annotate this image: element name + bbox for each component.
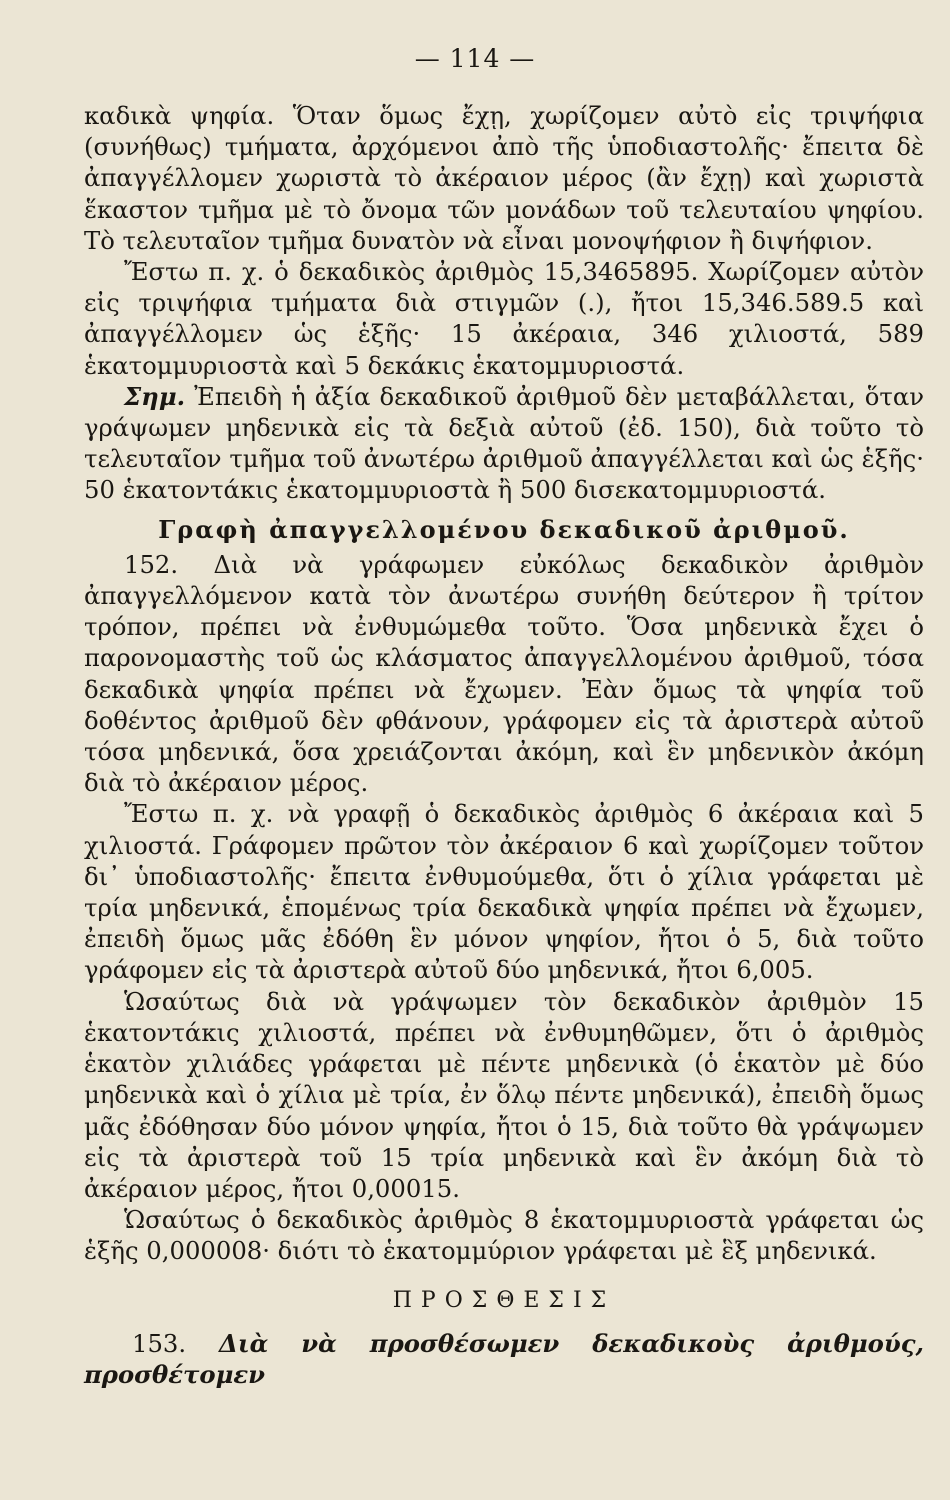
page-number: — 114 — (414, 44, 536, 73)
item-153 (84, 1328, 924, 1390)
note-paragraph (84, 381, 924, 506)
paragraph: Ἔστω π. χ. νὰ γραφῇ ὁ δεκαδικὸς ἀριθμὸς 6 ἀκέραια καὶ 5 χιλιοστά. Γράφομεν πρῶτον τὸν ἀκέραιον 6 καὶ χωρίζομεν τοῦτον δι᾽ ὑποδιαστολῆς· ἔπειτα ἐνθυμούμεθα, ὅτι ὁ χίλια γράφεται μὲ τρία μηδενικά, ἑπομένως τρία δεκαδικὰ ψηφία πρέπει νὰ ἔχωμεν, ἐπειδὴ ὅμως μᾶς ἐδόθη ἓν μόνον ψηφίον, ἤτοι ὁ 5, διὰ τοῦτο γράφομεν εἰς τὰ ἀριστερὰ αὐτοῦ δύο μηδενικά, ἤτοι 6,005. (84, 799, 924, 985)
section-title-prosthesis: ΠΡΟΣΘΕΣΙΣ (392, 1287, 616, 1313)
paragraph: Ἔστω π. χ. ὁ δεκαδικὸς ἀριθμὸς 15,3465895. Χωρίζομεν αὐτὸν εἰς τριψήφια τμήματα διὰ στιγμῶν (.), ἤτοι 15,346.589.5 καὶ ἀπαγγέλλομεν ὡς ἑξῆς· 15 ἀκέραια, 346 χιλιοστά, 589 ἑκατομμυριοστὰ καὶ 5 δεκάκις ἑκατομμυριοστά. (84, 257, 924, 380)
note-text: Ἐπειδὴ ἡ ἀξία δεκαδικοῦ ἀριθμοῦ δὲν μεταβάλλεται, ὅταν γράψωμεν μηδενικὰ εἰς τὰ δεξιὰ αὐτοῦ (ἐδ. 150), διὰ τοῦτο τὸ τελευταῖον τμῆμα τοῦ ἀνωτέρω ἀριθμοῦ ἀπαγγέλλεται καὶ ὡς ἑξῆς· 50 ἑκατοντάκις ἑκατομμυριοστὰ ἢ 500 δισεκατομμυριοστά. (84, 381, 924, 505)
paragraph: Ὡσαύτως διὰ νὰ γράψωμεν τὸν δεκαδικὸν ἀριθμὸν 15 ἑκατοντάκις χιλιοστά, πρέπει νὰ ἐνθυμηθῶμεν, ὅτι ὁ ἀριθμὸς ἑκατὸν χιλιάδες γράφεται μὲ πέντε μηδενικὰ (ὁ ἑκατὸν μὲ δύο μηδενικὰ καὶ ὁ χίλια μὲ τρία, ἐν ὅλῳ πέντε μηδενικά), ἐπειδὴ ὅμως μᾶς ἐδόθησαν δύο μόνον ψηφία, ἤτοι ὁ 15, διὰ τοῦτο θὰ γράψωμεν εἰς τὰ ἀριστερὰ τοῦ 15 τρία μηδενικὰ καὶ ἓν ἀκόμη διὰ τὸ ἀκέραιον μέρος, ἤτοι 0,00015. (84, 986, 924, 1203)
paragraph: καδικὰ ψηφία. Ὅταν ὅμως ἔχῃ, χωρίζομεν αὐτὸ εἰς τριψήφια (συνήθως) τμήματα, ἀρχόμενοι ἀπὸ τῆς ὑποδιαστολῆς· ἔπειτα δὲ ἀπαγγέλλομεν χωριστὰ τὸ ἀκέραιον μέρος (ἂν ἔχῃ) καὶ χωριστὰ ἕκαστον τμῆμα μὲ τὸ ὄνομα τῶν μονάδων τοῦ τελευταίου ψηφίου. Τὸ τελευταῖον τμῆμα δυνατὸν νὰ εἶναι μονοψήφιον ἢ διψήφιον. (84, 101, 924, 255)
section-heading: Γραφὴ ἀπαγγελλομένου δεκαδικοῦ ἀριθμοῦ. (158, 514, 850, 544)
item-153-number: 153. (132, 1328, 187, 1358)
note-label: Σημ. (124, 381, 186, 411)
item-153-text: Διὰ νὰ προσθέσωμεν δεκαδικοὺς ἀριθμούς, προσθέτομεν (84, 1328, 924, 1389)
paragraph: Ὡσαύτως ὁ δεκαδικὸς ἀριθμὸς 8 ἑκατομμυριοστὰ γράφεται ὡς ἑξῆς 0,000008· διότι τὸ ἑκατομμύριον γράφεται μὲ ἓξ μηδενικά. (84, 1205, 924, 1266)
page-body (84, 100, 924, 1390)
paragraph: 152. Διὰ νὰ γράφωμεν εὐκόλως δεκαδικὸν ἀριθμὸν ἀπαγγελλόμενον κατὰ τὸν ἀνωτέρω συνήθη δεύτερον ἢ τρίτον τρόπον, πρέπει νὰ ἐνθυμώμεθα τοῦτο. Ὅσα μηδενικὰ ἔχει ὁ παρονομαστὴς τοῦ ὡς κλάσματος ἀπαγγελλομένου ἀριθμοῦ, τόσα δεκαδικὰ ψηφία πρέπει νὰ ἔχωμεν. Ἐὰν ὅμως τὰ ψηφία τοῦ δοθέντος ἀριθμοῦ δὲν φθάνουν, γράφομεν εἰς τὰ ἀριστερὰ αὐτοῦ τόσα μηδενικά, ὅσα χρειάζονται ἀκόμη, καὶ ἓν μηδενικὸν ἀκόμη διὰ τὸ ἀκέραιον μέρος. (84, 549, 924, 798)
